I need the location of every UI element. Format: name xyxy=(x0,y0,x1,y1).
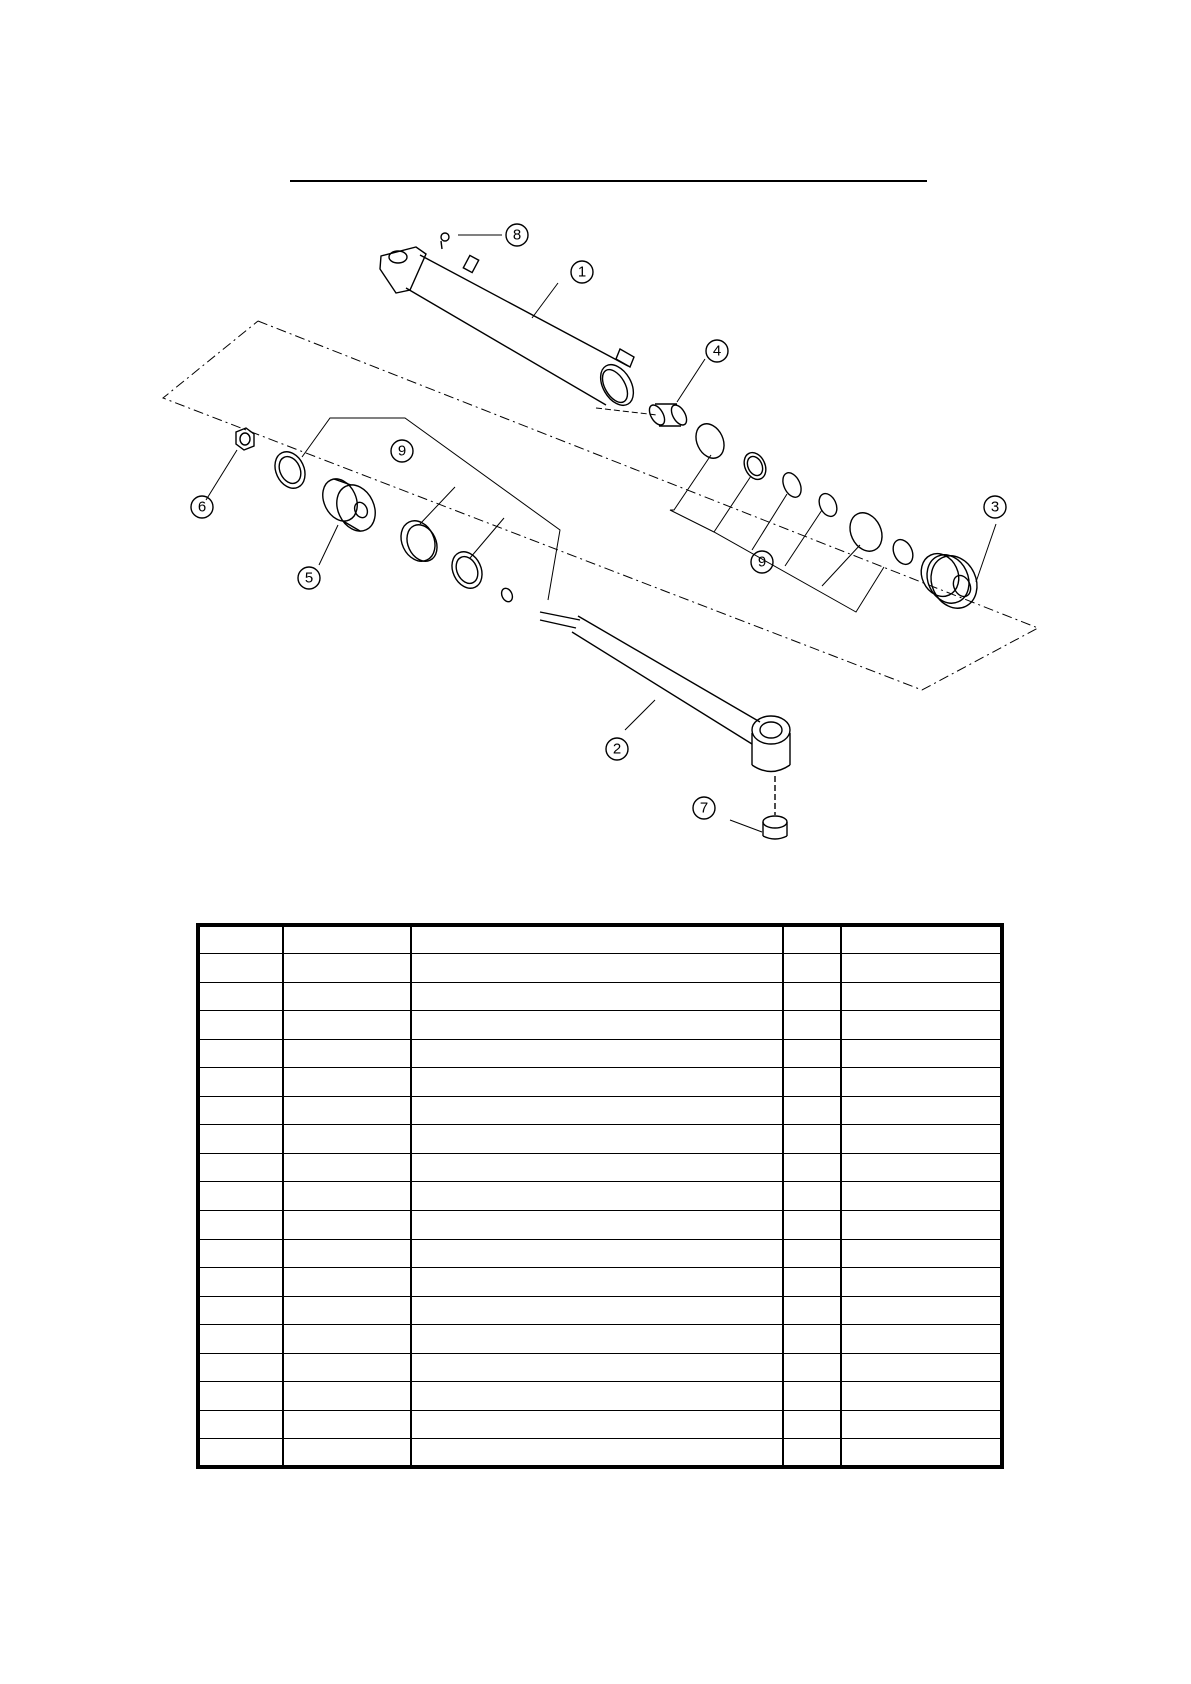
table-cell xyxy=(198,1353,283,1382)
seal-ring xyxy=(275,453,305,487)
table-row xyxy=(198,1125,1002,1154)
table-cell xyxy=(841,1410,1002,1439)
exploded-parts-diagram xyxy=(0,200,1191,880)
callout-label-1: 1 xyxy=(577,263,587,281)
table-cell xyxy=(198,1382,283,1411)
table-cell xyxy=(841,1268,1002,1297)
table-cell xyxy=(283,1125,411,1154)
table-cell xyxy=(411,1096,783,1125)
table-cell xyxy=(783,1210,841,1239)
table-cell xyxy=(783,1325,841,1354)
table-cell xyxy=(783,1182,841,1211)
table-cell xyxy=(841,1296,1002,1325)
table-cell xyxy=(411,982,783,1011)
table-row xyxy=(198,1268,1002,1297)
table-cell xyxy=(783,1239,841,1268)
table-row xyxy=(198,1439,1002,1468)
table-cell xyxy=(283,1296,411,1325)
table-cell xyxy=(783,1410,841,1439)
table-cell xyxy=(783,1439,841,1468)
table-cell xyxy=(283,1325,411,1354)
part-bushing-small xyxy=(763,816,787,839)
table-cell xyxy=(783,982,841,1011)
table-row xyxy=(198,982,1002,1011)
table-cell xyxy=(841,982,1002,1011)
table-row xyxy=(198,1210,1002,1239)
callout-label-6: 6 xyxy=(197,498,207,516)
table-cell xyxy=(783,1011,841,1040)
part-piston xyxy=(316,473,382,537)
table-cell xyxy=(411,1011,783,1040)
table-cell xyxy=(783,1068,841,1097)
table-cell xyxy=(783,1296,841,1325)
table-cell xyxy=(841,1353,1002,1382)
seal-ring xyxy=(889,536,916,567)
table-cell xyxy=(783,1353,841,1382)
table-cell xyxy=(283,1039,411,1068)
table-header-row xyxy=(198,925,1002,954)
table-cell xyxy=(283,1439,411,1468)
table-cell xyxy=(198,1153,283,1182)
table-cell xyxy=(198,982,283,1011)
table-cell xyxy=(283,1011,411,1040)
table-cell xyxy=(841,1325,1002,1354)
seal-ring xyxy=(401,520,442,566)
table-row xyxy=(198,1011,1002,1040)
callout-label-3: 3 xyxy=(990,498,1000,516)
table-cell xyxy=(783,925,841,954)
table-cell xyxy=(841,1125,1002,1154)
table-cell xyxy=(283,982,411,1011)
part-piston-rod xyxy=(540,612,790,772)
seal-ring xyxy=(744,454,765,478)
part-nut xyxy=(236,428,254,450)
table-cell xyxy=(411,1296,783,1325)
table-row xyxy=(198,1410,1002,1439)
table-cell xyxy=(411,1125,783,1154)
table-cell xyxy=(198,1011,283,1040)
table-cell xyxy=(283,1068,411,1097)
table-cell xyxy=(841,954,1002,983)
table-cell xyxy=(411,1382,783,1411)
callout-label-2: 2 xyxy=(612,740,622,758)
table-cell xyxy=(283,1210,411,1239)
table-cell xyxy=(841,1182,1002,1211)
table-cell xyxy=(783,954,841,983)
table-row xyxy=(198,1353,1002,1382)
table-cell xyxy=(841,1153,1002,1182)
table-cell xyxy=(283,1239,411,1268)
seal-ring xyxy=(816,491,841,520)
table-cell xyxy=(198,1210,283,1239)
table-cell xyxy=(198,1410,283,1439)
seal-ring xyxy=(740,449,770,483)
table-cell xyxy=(283,1182,411,1211)
table-cell xyxy=(841,1096,1002,1125)
table-cell xyxy=(198,1039,283,1068)
table-cell xyxy=(411,1239,783,1268)
table-row xyxy=(198,1296,1002,1325)
table-cell xyxy=(283,1096,411,1125)
title-underline xyxy=(290,180,927,182)
table-cell xyxy=(411,1439,783,1468)
table-row xyxy=(198,1382,1002,1411)
seal-ring xyxy=(452,553,482,587)
table-cell xyxy=(411,1353,783,1382)
table-cell xyxy=(198,1325,283,1354)
table-cell xyxy=(411,1410,783,1439)
callout-label-9: 9 xyxy=(757,553,767,571)
table-cell xyxy=(411,1153,783,1182)
table-cell xyxy=(198,1182,283,1211)
seal-ring xyxy=(446,547,487,593)
table-cell xyxy=(841,1239,1002,1268)
callout-label-7: 7 xyxy=(699,799,709,817)
table-cell xyxy=(283,1268,411,1297)
table-row xyxy=(198,1153,1002,1182)
table-cell xyxy=(841,925,1002,954)
table-cell xyxy=(783,1096,841,1125)
table-cell xyxy=(198,954,283,983)
table-cell xyxy=(198,1096,283,1125)
table-cell xyxy=(411,1210,783,1239)
table-cell xyxy=(783,1125,841,1154)
table-cell xyxy=(198,1439,283,1468)
table-cell xyxy=(198,1239,283,1268)
part-gland xyxy=(914,547,985,615)
callout-label-4: 4 xyxy=(712,342,722,360)
part-grease-nipple xyxy=(441,233,449,249)
table-row xyxy=(198,954,1002,983)
table-row xyxy=(198,1068,1002,1097)
seal-ring xyxy=(844,508,888,557)
table-cell xyxy=(283,1410,411,1439)
table-cell xyxy=(841,1011,1002,1040)
table-cell xyxy=(783,1039,841,1068)
table-cell xyxy=(841,1068,1002,1097)
table-cell xyxy=(411,1039,783,1068)
table-row xyxy=(198,1096,1002,1125)
table-cell xyxy=(283,1153,411,1182)
seal-ring xyxy=(500,587,515,604)
table-cell xyxy=(783,1153,841,1182)
parts-list-table xyxy=(196,923,1004,1469)
table-row xyxy=(198,1182,1002,1211)
callout-label-9: 9 xyxy=(397,442,407,460)
table-cell xyxy=(411,1182,783,1211)
callout-label-5: 5 xyxy=(304,569,314,587)
table-cell xyxy=(283,954,411,983)
table-cell xyxy=(411,1068,783,1097)
table-cell xyxy=(411,1325,783,1354)
table-row xyxy=(198,1239,1002,1268)
table-cell xyxy=(411,954,783,983)
table-cell xyxy=(841,1039,1002,1068)
seal-ring xyxy=(779,470,804,500)
table-cell xyxy=(198,1268,283,1297)
table-cell xyxy=(198,1125,283,1154)
table-cell xyxy=(411,925,783,954)
table-cell xyxy=(841,1210,1002,1239)
table-cell xyxy=(198,925,283,954)
table-cell xyxy=(198,1296,283,1325)
table-cell xyxy=(841,1439,1002,1468)
table-row xyxy=(198,1039,1002,1068)
table-cell xyxy=(411,1268,783,1297)
table-cell xyxy=(283,1382,411,1411)
callout-label-8: 8 xyxy=(512,226,522,244)
table-cell xyxy=(841,1382,1002,1411)
table-cell xyxy=(198,1068,283,1097)
table-cell xyxy=(783,1268,841,1297)
table-row xyxy=(198,1325,1002,1354)
table-cell xyxy=(283,925,411,954)
part-cylinder-barrel xyxy=(380,247,640,411)
table-cell xyxy=(283,1353,411,1382)
table-cell xyxy=(783,1382,841,1411)
